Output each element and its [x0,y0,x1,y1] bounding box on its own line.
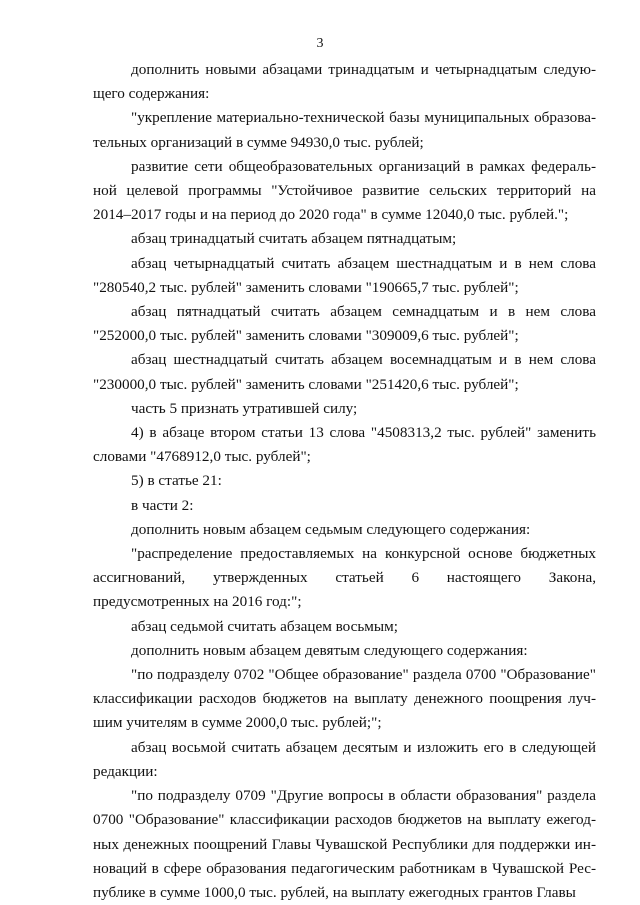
paragraph-abzac-15: абзац пятнадцатый считать абзацем семнадцатым и в нем слова "252000,0 тыс. рублей" заменить словами "309009,6 тыс. рублей"; [93,303,596,345]
paragraph-quote-0709: "по подразделу 0709 "Другие вопросы в области образования" раздела 0700 "Образование" классификации расходов бюджетов на выплату ежегодных денежных поощрений Главы Чувашской Республики для поддержки инноваций в сфере образования педагогическим работникам в Чувашской Республике в сумме 1000,0 тыс. рублей, на выплату ежегодных грантов Главы [93,787,596,901]
paragraph-item-5: 5) в статье 21: [131,472,222,490]
paragraph-add-abzacy: дополнить новыми абзацами тринадцатым и четырнадцатым следующего содержания: [93,61,596,103]
paragraph-part-5: часть 5 признать утратившей силу; [131,399,358,417]
paragraph-abzac-8-to-10: абзац восьмой считать абзацем десятым и изложить его в следующей редакции: [93,738,596,780]
paragraph-abzac-13: абзац тринадцатый считать абзацем пятнадцатым; [131,230,457,248]
paragraph-abzac-14: абзац четырнадцатый считать абзацем шестнадцатым и в нем слова "280540,2 тыс. рублей" заменить словами "190665,7 тыс. рублей"; [93,254,596,296]
page-number: 3 [316,36,324,51]
body-text [93,58,596,905]
paragraph-item-4: 4) в абзаце втором статьи 13 слова "4508313,2 тыс. рублей" заменить словами "4768912,0 тыс. рублей"; [93,424,596,466]
paragraph-add-abzac-7: дополнить новым абзацем седьмым следующего содержания: [131,520,531,538]
paragraph-abzac-16: абзац шестнадцатый считать абзацем восемнадцатым и в нем слова "230000,0 тыс. рублей" заменить словами "251420,6 тыс. рублей"; [93,351,596,393]
paragraph-abzac-7-to-8: абзац седьмой считать абзацем восьмым; [131,617,398,635]
paragraph-quote-distribution: "распределение предоставляемых на конкурсной основе бюджетных ассигнований, утвержденных статьей 6 настоящего Закона, предусмотренных на 2016 год:"; [93,545,596,611]
paragraph-quote-network: развитие сети общеобразовательных организаций в рамках федеральной целевой программы "Устойчивое развитие сельских территорий на 2014–2017 годы и на период до 2020 года" в сумме 12040,0 тыс. рублей."; [93,157,596,224]
paragraph-quote-0702: "по подразделу 0702 "Общее образование" раздела 0700 "Образование" классификации расходов бюджетов на выплату денежного поощрения лучшим учителям в сумме 2000,0 тыс. рублей;"; [93,666,596,732]
paragraph-part-2: в части 2: [131,496,194,514]
paragraph-quote-base: "укрепление материально-технической базы муниципальных образовательных организаций в сумме 94930,0 тыс. рублей; [93,109,596,151]
paragraph-add-abzac-9: дополнить новым абзацем девятым следующего содержания: [131,641,528,659]
